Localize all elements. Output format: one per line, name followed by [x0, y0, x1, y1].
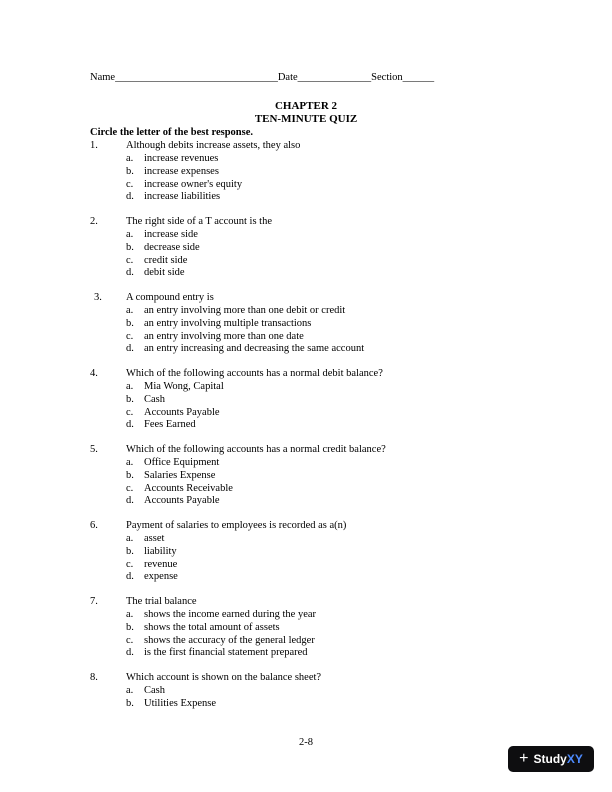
- studyxy-logo[interactable]: [508, 746, 594, 772]
- question-number: 4.: [90, 368, 98, 379]
- option-text: is the first financial statement prepared: [144, 647, 308, 659]
- chapter-title: CHAPTER 2: [274, 100, 338, 112]
- option-letter[interactable]: a.: [126, 153, 134, 164]
- option-text: an entry involving multiple transactions: [144, 317, 312, 329]
- option-text: credit side: [144, 254, 188, 266]
- question-text: A compound entry is: [126, 292, 214, 303]
- question-text: Which of the following accounts has a normal debit balance?: [126, 368, 383, 379]
- question-number: 8.: [90, 672, 98, 683]
- option-text: Accounts Payable: [144, 406, 220, 418]
- option-letter[interactable]: c.: [126, 254, 134, 266]
- option-letter[interactable]: d.: [126, 647, 134, 659]
- option-text: an entry involving more than one debit or credit: [144, 305, 346, 316]
- option-letter[interactable]: c.: [126, 482, 134, 494]
- option-letter[interactable]: b.: [126, 165, 134, 177]
- instructions: Circle the letter of the best response.: [90, 127, 254, 138]
- logo-xy: XY: [566, 751, 583, 766]
- option-text: increase side: [144, 229, 198, 240]
- option-text: increase liabilities: [144, 191, 221, 203]
- option-text: Accounts Payable: [144, 495, 220, 507]
- option-text: shows the total amount of assets: [144, 621, 280, 633]
- option-text: Cash: [144, 685, 165, 696]
- date-label: Date: [277, 72, 298, 83]
- option-letter[interactable]: d.: [126, 571, 134, 583]
- option-letter[interactable]: d.: [126, 495, 134, 507]
- name-blank[interactable]: _______________________________: [115, 72, 278, 83]
- option-text: Accounts Receivable: [144, 482, 233, 494]
- option-text: debit side: [144, 267, 185, 279]
- option-letter[interactable]: b.: [126, 317, 134, 329]
- option-text: asset: [144, 533, 165, 544]
- option-text: Cash: [144, 393, 165, 405]
- question-number: 5.: [90, 444, 98, 455]
- option-letter[interactable]: b.: [126, 469, 134, 481]
- option-letter[interactable]: b.: [126, 545, 134, 557]
- option-letter[interactable]: a.: [126, 381, 134, 392]
- question-number: 1.: [90, 140, 98, 151]
- question-number: 3.: [94, 292, 102, 303]
- option-text: revenue: [144, 558, 178, 570]
- section-blank[interactable]: ______: [402, 72, 435, 83]
- option-letter[interactable]: c.: [126, 406, 134, 418]
- option-text: shows the accuracy of the general ledger: [144, 634, 315, 646]
- question-text: Which account is shown on the balance sheet?: [126, 672, 322, 683]
- option-text: an entry involving more than one date: [144, 330, 304, 342]
- option-letter[interactable]: a.: [126, 609, 134, 620]
- option-letter[interactable]: c.: [126, 558, 134, 570]
- option-text: shows the income earned during the year: [144, 609, 317, 620]
- option-text: increase expenses: [144, 165, 219, 177]
- option-letter[interactable]: c.: [126, 634, 134, 646]
- option-text: increase revenues: [144, 153, 219, 164]
- option-text: Salaries Expense: [144, 469, 216, 481]
- question-number: 2.: [90, 216, 98, 227]
- option-text: increase owner's equity: [144, 178, 243, 190]
- question-text: The trial balance: [126, 596, 197, 607]
- question-text: Which of the following accounts has a normal credit balance?: [126, 444, 386, 455]
- option-letter[interactable]: b.: [126, 393, 134, 405]
- option-letter[interactable]: d.: [126, 343, 134, 355]
- option-text: Mia Wong, Capital: [144, 381, 224, 392]
- question-number: 6.: [90, 520, 98, 531]
- logo-study: Study: [533, 751, 567, 766]
- option-letter[interactable]: a.: [126, 685, 134, 696]
- option-letter[interactable]: a.: [126, 533, 134, 544]
- question-text: The right side of a T account is the: [126, 216, 272, 227]
- plus-icon: +: [519, 750, 529, 767]
- date-blank[interactable]: ______________: [297, 72, 372, 83]
- option-letter[interactable]: a.: [126, 305, 134, 316]
- section-label: Section: [371, 72, 403, 83]
- question-number: 7.: [90, 596, 98, 607]
- student-info-line: [90, 72, 434, 85]
- option-letter[interactable]: d.: [126, 191, 134, 203]
- option-text: expense: [144, 571, 178, 583]
- option-letter[interactable]: a.: [126, 229, 134, 240]
- option-text: an entry increasing and decreasing the same account: [144, 343, 365, 355]
- question-text: Although debits increase assets, they also: [126, 140, 301, 151]
- option-letter[interactable]: c.: [126, 330, 134, 342]
- quiz-title: TEN-MINUTE QUIZ: [254, 113, 358, 125]
- option-text: Fees Earned: [144, 419, 196, 431]
- option-text: liability: [144, 545, 177, 557]
- option-letter[interactable]: a.: [126, 457, 134, 468]
- option-letter[interactable]: b.: [126, 697, 134, 709]
- logo-text: [533, 753, 582, 766]
- option-text: decrease side: [144, 241, 200, 253]
- question-text: Payment of salaries to employees is recorded as a(n): [126, 520, 347, 531]
- option-letter[interactable]: b.: [126, 241, 134, 253]
- page-number: 2-8: [299, 737, 313, 748]
- option-letter[interactable]: d.: [126, 267, 134, 279]
- name-label: Name: [90, 72, 116, 83]
- option-letter[interactable]: b.: [126, 621, 134, 633]
- option-letter[interactable]: c.: [126, 178, 134, 190]
- option-text: Office Equipment: [144, 457, 220, 468]
- option-letter[interactable]: d.: [126, 419, 134, 431]
- option-text: Utilities Expense: [144, 697, 217, 709]
